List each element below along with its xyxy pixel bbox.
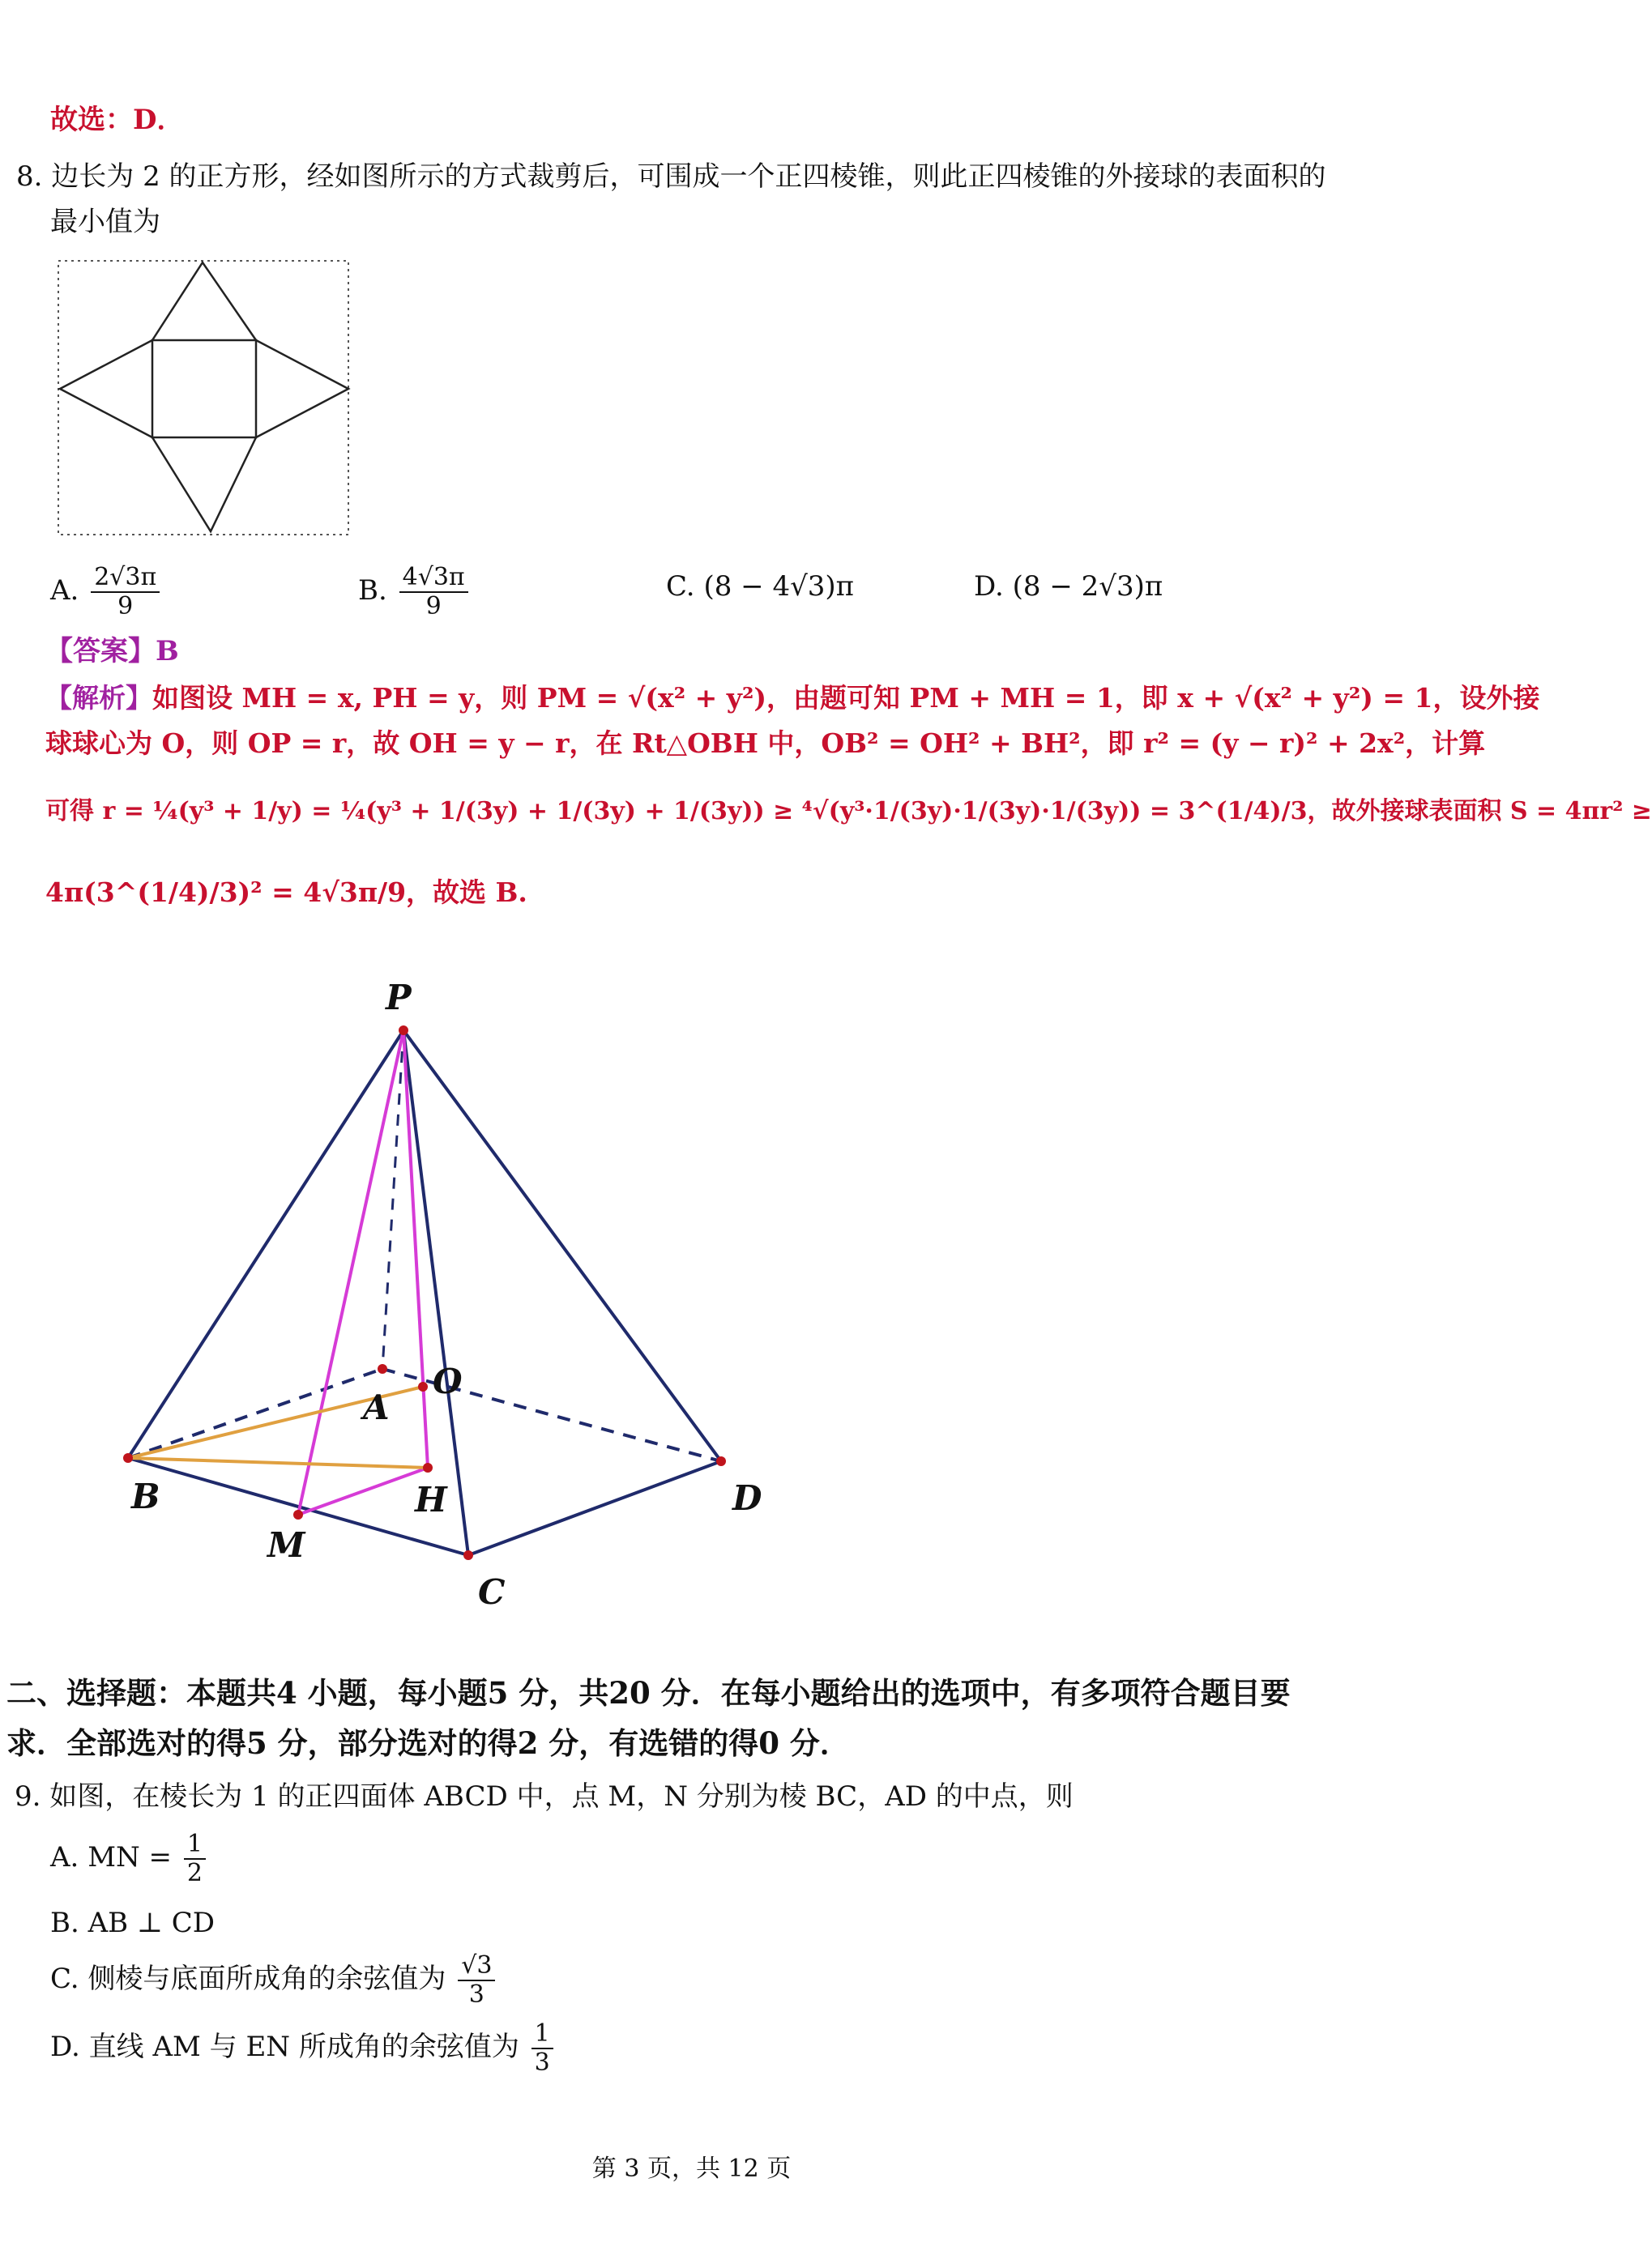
section2-line1: 二、选择题：本题共4 小题，每小题5 分，共20 分．在每小题给出的选项中，有多项符合题目要 <box>6 1675 1291 1711</box>
label-d: D <box>732 1478 762 1518</box>
q8-option-d: D. (8 − 2√3)π <box>974 570 1163 603</box>
q8-stem-text: 边长为 2 的正方形，经如图所示的方式裁剪后，可围成一个正四棱锥，则此正四棱锥的外接球的表面积的 <box>51 160 1326 193</box>
label-m: M <box>267 1525 305 1565</box>
q8-option-b: B. $\frac{4√3\pi}{9}$ <box>358 564 472 620</box>
edge-ba-dashed <box>128 1369 382 1458</box>
q8-option-c: C. (8 − 4√3)π <box>666 570 854 603</box>
label-o: O <box>433 1362 463 1401</box>
q8-number: 8. <box>16 160 43 193</box>
point-a <box>378 1364 387 1374</box>
q8-analysis-line2: 球球心为 O，则 OP = r，故 OH = y − r，在 Rt△OBH 中，OB² = OH² + BH²，即 r² = (y − r)² + 2x²，计算 <box>45 727 1486 759</box>
label-b: B <box>131 1477 160 1516</box>
q9-option-c: C. 侧棱与底面所成角的余弦值为 $\frac{√3}{3}$ <box>50 1952 498 2009</box>
q8-stem-line2: 最小值为 <box>50 206 160 238</box>
q9-option-b: B. AB ⊥ CD <box>50 1907 216 1939</box>
edge-pc <box>403 1030 468 1555</box>
point-p <box>399 1025 408 1035</box>
left-triangle <box>60 340 152 437</box>
answer-value: B <box>156 635 179 667</box>
point-o <box>418 1382 428 1392</box>
top-triangle <box>152 262 256 340</box>
q8-answer <box>45 633 179 669</box>
analysis-tag: 【解析】 <box>45 682 152 714</box>
previous-answer: 故选：D． <box>50 104 185 136</box>
q8-stem-line1 <box>16 159 1326 194</box>
edge-cd <box>468 1461 721 1555</box>
label-a: A <box>363 1388 390 1427</box>
q9-stem: 9. 如图，在棱长为 1 的正四面体 ABCD 中，点 M，N 分别为棱 BC，AD 的中点，则 <box>15 1780 1074 1813</box>
segment-ph <box>403 1030 428 1468</box>
q8-option-a: A. $\frac{2√3\pi}{9}$ <box>50 564 163 620</box>
point-d <box>716 1456 726 1466</box>
pyramid-figure <box>97 956 810 1620</box>
segment-bh <box>128 1458 428 1468</box>
q8-analysis-line1: 【解析】如图设 MH = x, PH = y，则 PM = √(x² + y²)，由题可知 PM + MH = 1，即 x + √(x² + y²) = 1，设外接 <box>45 682 1540 714</box>
q8-analysis-line3: 可得 r = ¼(y³ + 1/y) = ¼(y³ + 1/(3y) + 1/(3y) + 1/(3y)) ≥ ⁴√(y³·1/(3y)·1/(3y)·1/(3y)) = 3^(1/4)/3，故外接球表面积 S = 4πr² ≥ <box>45 797 1652 825</box>
page-number: 第 3 页，共 12 页 <box>591 2155 792 2183</box>
label-c: C <box>478 1572 506 1612</box>
inner-square <box>152 340 256 437</box>
point-b <box>123 1453 133 1463</box>
bottom-triangle <box>152 437 256 531</box>
q9-option-d: D. 直线 AM 与 EN 所成角的余弦值为 $\frac{1}{3}$ <box>50 2020 557 2077</box>
section2-line2: 求．全部选对的得5 分，部分选对的得2 分，有选错的得0 分． <box>6 1725 850 1761</box>
right-triangle <box>256 340 348 437</box>
q9-option-a: A. MN = $\frac{1}{2}$ <box>50 1831 209 1887</box>
cut-square-figure <box>49 253 356 541</box>
segment-mh <box>298 1468 428 1515</box>
point-c <box>463 1550 473 1560</box>
point-h <box>423 1463 433 1473</box>
q8-option-b-fraction: $\frac{4√3\pi}{9}$ <box>399 564 468 620</box>
label-h: H <box>415 1480 447 1520</box>
point-m <box>293 1510 303 1520</box>
square-outline <box>58 261 348 535</box>
answer-tag: 【答案】 <box>45 635 156 667</box>
q9-number: 9. <box>15 1780 41 1813</box>
edge-pb <box>128 1030 403 1458</box>
q8-option-a-fraction: $\frac{2√3\pi}{9}$ <box>91 564 160 620</box>
q8-analysis-line4: 4π(3^(1/4)/3)² = 4√3π/9，故选 B. <box>45 876 527 908</box>
label-p: P <box>386 978 412 1017</box>
